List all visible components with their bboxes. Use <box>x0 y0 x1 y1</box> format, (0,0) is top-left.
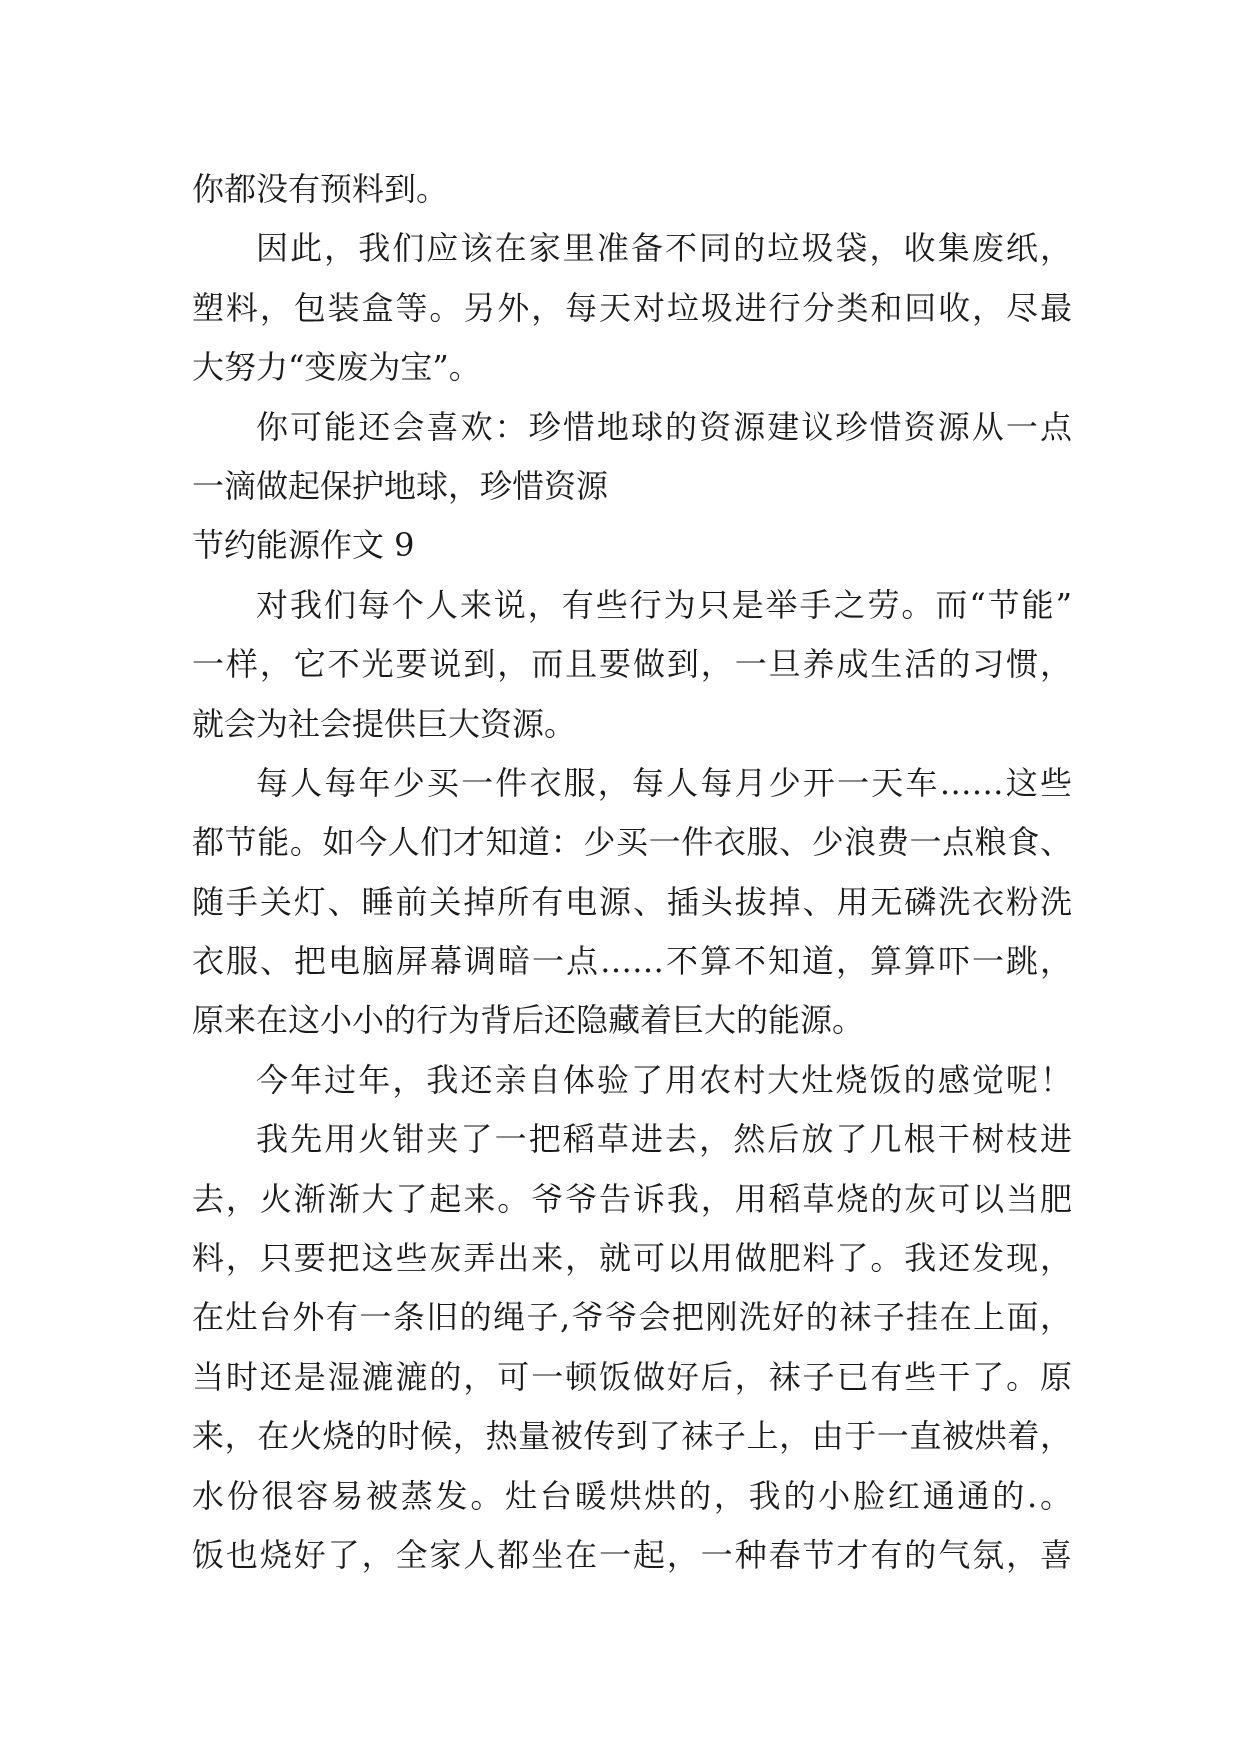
text-line: 一样，它不光要说到，而且要做到，一旦养成生活的习惯， <box>192 645 1072 684</box>
text-line: 当时还是湿漉漉的，可一顿饭做好后，袜子已有些干了。原 <box>192 1357 1072 1396</box>
text-line: 就会为社会提供巨大资源。 <box>192 704 577 743</box>
text-line: 因此，我们应该在家里准备不同的垃圾袋，收集废纸， <box>256 229 1072 268</box>
text-line: 来，在火烧的时候，热量被传到了袜子上，由于一直被烘着， <box>192 1417 1072 1456</box>
text-line: 对我们每个人来说，有些行为只是举手之劳。而“节能” <box>256 585 1072 624</box>
text-line: 每人每年少买一件衣服，每人每月少开一天车……这些 <box>256 763 1072 802</box>
text-line: 原来在这小小的行为背后还隐藏着巨大的能源。 <box>192 1001 865 1040</box>
text-line: 今年过年，我还亲自体验了用农村大灶烧饭的感觉呢！ <box>256 1060 1072 1099</box>
text-line: 饭也烧好了，全家人都坐在一起，一种春节才有的气氛，喜 <box>192 1535 1072 1574</box>
text-line: 塑料，包装盒等。另外，每天对垃圾进行分类和回收，尽最 <box>192 288 1072 327</box>
text-line: 一滴做起保护地球，珍惜资源 <box>192 466 609 505</box>
text-line: 去，火渐渐大了起来。爷爷告诉我，用稻草烧的灰可以当肥 <box>192 1179 1072 1218</box>
text-line: 料，只要把这些灰弄出来，就可以用做肥料了。我还发现， <box>192 1239 1072 1278</box>
text-line: 我先用火钳夹了一把稻草进去，然后放了几根干树枝进 <box>256 1120 1072 1159</box>
text-line: 随手关灯、睡前关掉所有电源、插头拔掉、用无磷洗衣粉洗 <box>192 882 1072 921</box>
text-line: 在灶台外有一条旧的绳子,爷爷会把刚洗好的袜子挂在上面， <box>192 1298 1072 1337</box>
text-line: 都节能。如今人们才知道：少买一件衣服、少浪费一点粮食、 <box>192 823 1072 862</box>
text-line: 大努力“变废为宝”。 <box>192 348 481 387</box>
text-line: 衣服、把电脑屏幕调暗一点……不算不知道，算算吓一跳， <box>192 942 1072 981</box>
section-heading: 节约能源作文 9 <box>192 526 415 565</box>
document-body <box>192 160 1072 1585</box>
text-line: 水份很容易被蒸发。灶台暖烘烘的，我的小脸红通通的.。 <box>192 1476 1072 1515</box>
text-line: 你可能还会喜欢：珍惜地球的资源建议珍惜资源从一点 <box>256 407 1072 446</box>
text-line: 你都没有预料到。 <box>192 170 449 208</box>
